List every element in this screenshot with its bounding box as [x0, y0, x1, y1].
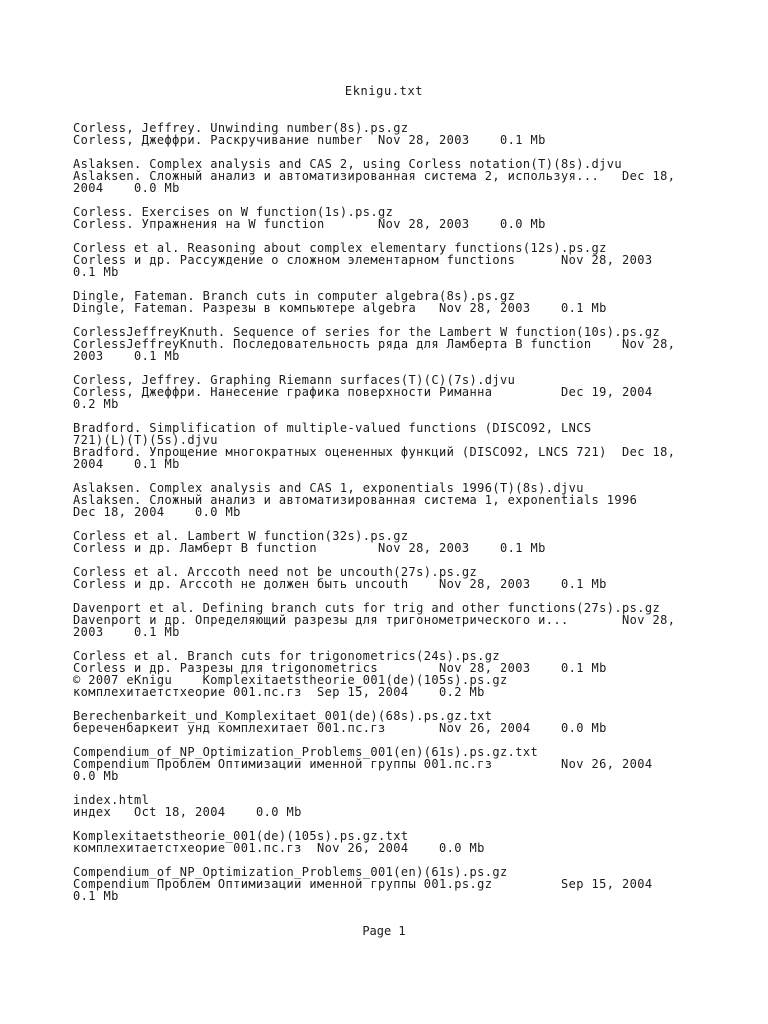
list-item: [73, 866, 723, 902]
list-item: [73, 482, 723, 518]
entry-line: 0.2 Mb: [73, 397, 119, 411]
entry-line: index.html: [73, 793, 150, 807]
list-item: [73, 158, 723, 194]
entry-line: 2003 0.1 Mb: [73, 625, 180, 639]
list-item: [73, 242, 723, 278]
list-item: [73, 374, 723, 410]
page-title: Eknigu.txt: [344, 84, 424, 98]
entry-line: комплехитаетстхеорие 001.пс.гз Nov 26, 2004 0.0 Mb: [73, 841, 485, 855]
entry-line: Corless. Exercises on W function(1s).ps.gz: [73, 205, 394, 219]
entry-line: Aslaksen. Сложный анализ и автоматизированная система 2, используя... Dec 18,: [73, 169, 676, 183]
entry-line: 0.0 Mb: [73, 769, 119, 783]
entry-line: Corless et al. Lambert W function(32s).ps.gz: [73, 529, 409, 543]
list-item: [73, 650, 723, 698]
entry-line: Davenport и др. Определяющий разрезы для тригонометрического и... Nov 28,: [73, 613, 676, 627]
list-item: [73, 830, 723, 854]
entry-line: Bradford. Simplification of multiple-valued functions (DISCO92, LNCS: [73, 421, 592, 435]
list-item: [73, 710, 723, 734]
list-item: [73, 326, 723, 362]
entry-line: Aslaksen. Сложный анализ и автоматизированная система 1, exponentials 1996: [73, 493, 638, 507]
entry-line: Dec 18, 2004 0.0 Mb: [73, 505, 241, 519]
entry-line: Bradford. Упрощение многократных оцененных функций (DISCO92, LNCS 721) Dec 18,: [73, 445, 676, 459]
entry-line: 721)(L)(T)(5s).djvu: [73, 433, 218, 447]
page-footer: Page 1: [362, 924, 406, 938]
entry-line: 2003 0.1 Mb: [73, 349, 180, 363]
list-item: [73, 206, 723, 230]
entry-line: Compendium_of_NP_Optimization_Problems_001(en)(61s).ps.gz.txt: [73, 745, 539, 759]
entry-line: 2004 0.1 Mb: [73, 457, 180, 471]
list-item: [73, 794, 723, 818]
entry-line: CorlessJeffreyKnuth. Последовательность ряда для Ламберта В function Nov 28,: [73, 337, 676, 351]
list-item: [73, 290, 723, 314]
entry-line: Corless, Jeffrey. Unwinding number(8s).ps.gz: [73, 121, 409, 135]
entry-line: Berechenbarkeit_und_Komplexitaet_001(de)(68s).ps.gz.txt: [73, 709, 493, 723]
entry-line: CorlessJeffreyKnuth. Sequence of series for the Lambert W function(10s).ps.gz: [73, 325, 661, 339]
list-item: [73, 602, 723, 638]
entry-line: Corless, Джеффри. Раскручивание number Nov 28, 2003 0.1 Mb: [73, 133, 546, 147]
entry-line: комплехитаетстхеорие 001.пс.гз Sep 15, 2004 0.2 Mb: [73, 685, 485, 699]
entry-line: Compendium_of_NP_Optimization_Problems_001(en)(61s).ps.gz: [73, 865, 508, 879]
entry-line: © 2007 eKnigu Komplexitaetstheorie_001(de)(105s).ps.gz: [73, 673, 508, 687]
list-item: [73, 746, 723, 782]
entry-line: Corless, Джеффри. Нанесение графика поверхности Риманна Dec 19, 2004: [73, 385, 653, 399]
entry-line: 0.1 Mb: [73, 889, 119, 903]
entry-line: Corless и др. Ламберт В function Nov 28, 2003 0.1 Mb: [73, 541, 546, 555]
entry-line: Compendium Проблем Оптимизации именной группы 001.ps.gz Sep 15, 2004: [73, 877, 653, 891]
entry-line: индех Oct 18, 2004 0.0 Mb: [73, 805, 302, 819]
entry-line: Corless et al. Arccoth need not be uncouth(27s).ps.gz: [73, 565, 478, 579]
entry-line: Compendium Проблем Оптимизации именной группы 001.пс.гз Nov 26, 2004: [73, 757, 653, 771]
list-item: [73, 530, 723, 554]
list-item: [73, 122, 723, 146]
entry-line: Corless, Jeffrey. Graphing Riemann surfaces(T)(C)(7s).djvu: [73, 373, 516, 387]
entry-line: береченбаркеит унд комплехитает 001.пс.гз Nov 26, 2004 0.0 Mb: [73, 721, 607, 735]
entry-line: Corless. Упражнения на W function Nov 28, 2003 0.0 Mb: [73, 217, 546, 231]
entry-line: Dingle, Fateman. Разрезы в компьютере algebra Nov 28, 2003 0.1 Mb: [73, 301, 607, 315]
entry-line: Dingle, Fateman. Branch cuts in computer algebra(8s).ps.gz: [73, 289, 516, 303]
entry-line: Corless et al. Branch cuts for trigonometrics(24s).ps.gz: [73, 649, 500, 663]
entry-line: Corless и др. Arccoth не должен быть uncouth Nov 28, 2003 0.1 Mb: [73, 577, 607, 591]
entry-line: Komplexitaetstheorie_001(de)(105s).ps.gz.txt: [73, 829, 409, 843]
entry-line: Corless и др. Рассуждение о сложном элементарном functions Nov 28, 2003: [73, 253, 653, 267]
entry-line: Corless и др. Разрезы для trigonometrics Nov 28, 2003 0.1 Mb: [73, 661, 607, 675]
entry-line: Aslaksen. Complex analysis and CAS 1, exponentials 1996(T)(8s).djvu: [73, 481, 584, 495]
entry-line: Davenport et al. Defining branch cuts for trig and other functions(27s).ps.gz: [73, 601, 661, 615]
list-item: [73, 422, 723, 470]
file-listing: [73, 122, 723, 914]
entry-line: 2004 0.0 Mb: [73, 181, 180, 195]
entry-line: Aslaksen. Complex analysis and CAS 2, using Corless notation(T)(8s).djvu: [73, 157, 622, 171]
list-item: [73, 566, 723, 590]
entry-line: 0.1 Mb: [73, 265, 119, 279]
entry-line: Corless et al. Reasoning about complex elementary functions(12s).ps.gz: [73, 241, 607, 255]
